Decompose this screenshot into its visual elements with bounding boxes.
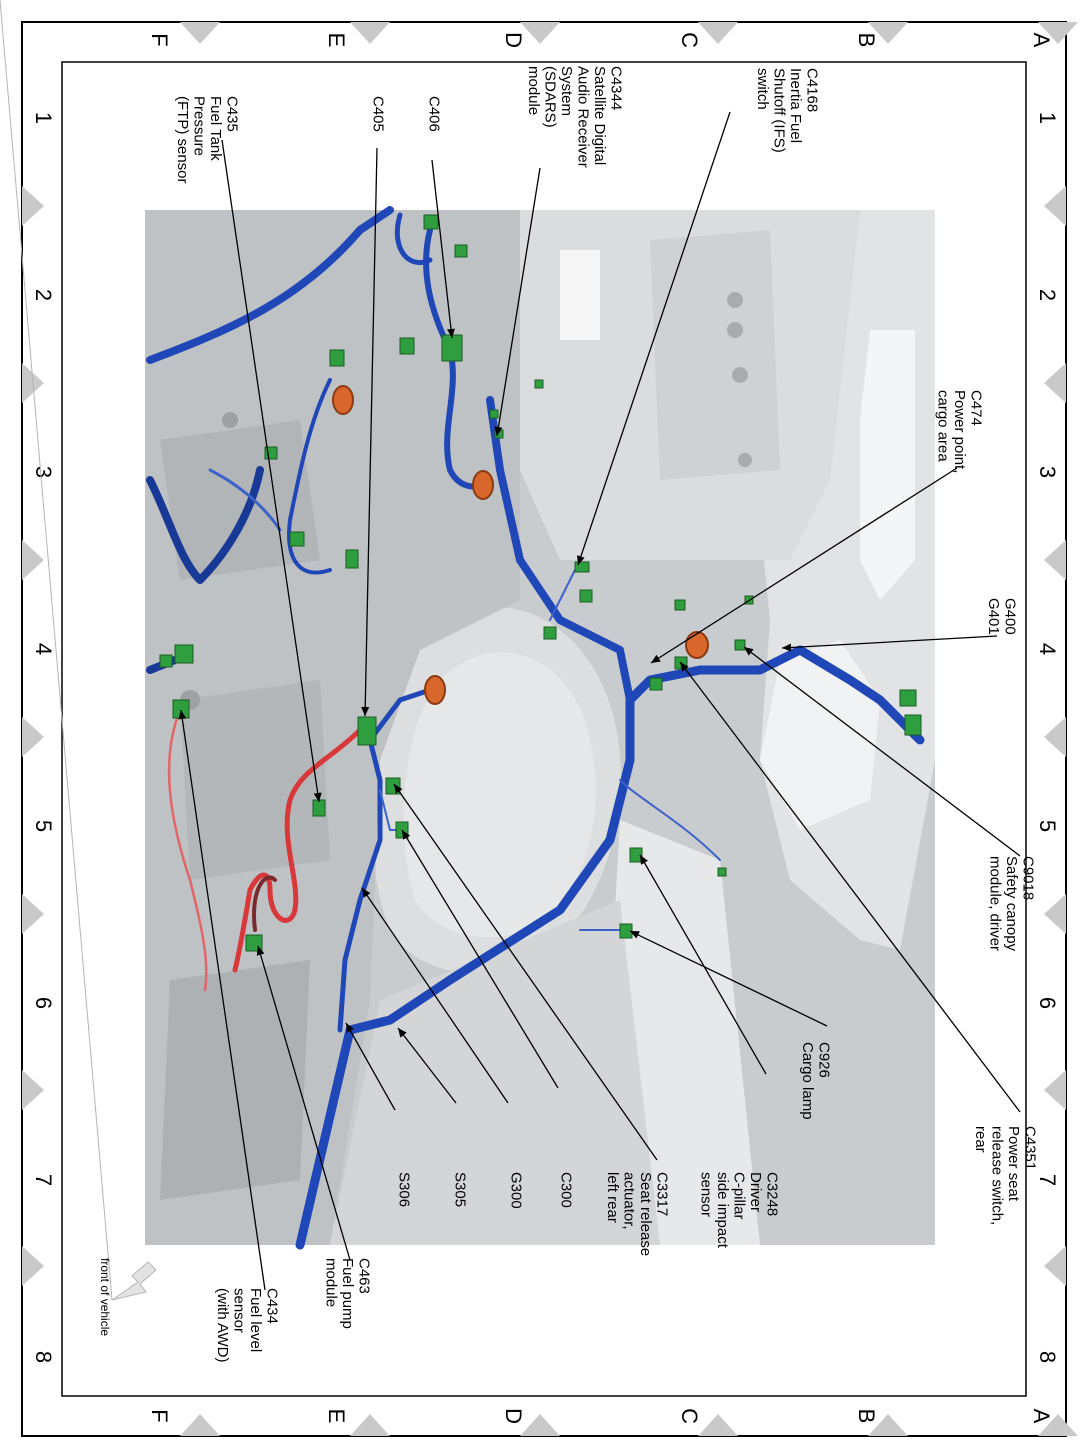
grid-row-label-bottom: A — [1029, 1408, 1055, 1424]
grid-col-label-right: 2 — [1035, 288, 1061, 302]
callout-id: S306 — [395, 1172, 413, 1208]
grid-row-label-top: C — [677, 32, 703, 48]
grid-row-label-top: F — [147, 33, 173, 47]
callout-description: Shutoff (IFS) — [770, 68, 788, 153]
callout-id: C4168 — [803, 68, 821, 113]
grid-row-label-top: E — [324, 32, 350, 48]
callout-description: Cargo lamp — [799, 1042, 817, 1120]
callout-description: Power seat — [1005, 1126, 1023, 1202]
callout-description: (SDARS) — [541, 66, 559, 128]
callout-description: (FTP) sensor — [174, 96, 192, 184]
callout-description: actuator, — [620, 1172, 638, 1230]
callout-description: switch — [754, 68, 772, 110]
callout-id: C405 — [369, 96, 387, 132]
callout-c406 — [426, 96, 443, 132]
callout-s306 — [396, 1172, 413, 1207]
callout-id: C9018 — [1019, 856, 1037, 901]
callout-id: G300 — [507, 1172, 525, 1209]
callout-id: C4351 — [1021, 1126, 1039, 1171]
callout-description: cargo area — [934, 390, 952, 462]
front-of-vehicle-label: front of vehicle — [98, 1258, 112, 1337]
callout-description: module — [525, 66, 543, 116]
grid-col-label-right: 5 — [1035, 819, 1061, 833]
grid-col-label-left: 1 — [31, 111, 57, 125]
grid-row-label-bottom: C — [677, 1408, 703, 1424]
grid-row-label-bottom: D — [501, 1408, 527, 1424]
callout-c405 — [370, 96, 387, 132]
grid-col-label-left: 8 — [31, 1350, 57, 1364]
callout-c300 — [558, 1172, 575, 1208]
callout-id: G400 — [1001, 598, 1019, 635]
callout-description: Seat release — [637, 1172, 655, 1257]
callout-id: C3317 — [653, 1172, 671, 1217]
callout-description: Driver — [747, 1172, 765, 1212]
grid-col-label-left: 6 — [31, 996, 57, 1010]
callout-id: C4344 — [607, 66, 625, 111]
grid-col-label-left: 4 — [31, 642, 57, 656]
callout-description: Audio Receiver — [574, 66, 592, 168]
grid-col-label-right: 7 — [1035, 1173, 1061, 1187]
callout-description: (with AWD) — [214, 1288, 232, 1363]
callout-description: G401 — [985, 598, 1003, 635]
grid-row-label-bottom: E — [324, 1408, 350, 1424]
grid-col-label-right: 4 — [1035, 642, 1061, 656]
callout-g400 — [985, 598, 1019, 635]
callout-id: S305 — [451, 1172, 469, 1208]
callout-description: module, driver — [986, 856, 1004, 952]
callout-description: Fuel level — [247, 1288, 265, 1353]
callout-description: System — [558, 66, 576, 117]
callout-description: side impact — [714, 1172, 732, 1248]
callout-description: rear — [972, 1126, 990, 1153]
callout-description: Safety canopy — [1003, 856, 1021, 952]
callout-description: Satellite Digital — [591, 66, 609, 166]
grid-col-label-left: 3 — [31, 465, 57, 479]
callout-id: C3248 — [763, 1172, 781, 1217]
callout-s305 — [452, 1172, 469, 1207]
grid-row-label-bottom: B — [854, 1408, 880, 1424]
callout-description: release switch, — [988, 1126, 1006, 1226]
callout-id: C463 — [355, 1258, 373, 1294]
grid-col-label-left: 2 — [31, 288, 57, 302]
grid-col-label-left: 5 — [31, 819, 57, 833]
callout-description: sensor — [697, 1172, 715, 1218]
callout-description: Fuel Tank — [207, 96, 225, 161]
grid-row-label-top: A — [1029, 32, 1055, 48]
grid-row-label-top: D — [501, 32, 527, 48]
callout-id: C434 — [263, 1288, 281, 1324]
grid-row-label-top: B — [854, 32, 880, 48]
grid-col-label-right: 6 — [1035, 996, 1061, 1010]
grid-col-label-right: 8 — [1035, 1350, 1061, 1364]
callout-description: Pressure — [190, 96, 208, 157]
callout-id: C474 — [967, 390, 985, 426]
callout-description: C-pillar — [730, 1172, 748, 1220]
callout-id: C300 — [557, 1172, 575, 1208]
grid-row-label-bottom: F — [147, 1409, 173, 1423]
callout-description: Inertia Fuel — [787, 68, 805, 144]
callout-g300 — [508, 1172, 525, 1209]
grid-col-label-left: 7 — [31, 1173, 57, 1187]
callout-description: Fuel pump — [339, 1258, 357, 1329]
callout-description: Power point, — [951, 390, 969, 474]
grid-col-label-right: 1 — [1035, 111, 1061, 125]
callout-description: left rear — [604, 1172, 622, 1223]
callout-id: C926 — [815, 1042, 833, 1078]
callout-description: module — [322, 1258, 340, 1308]
callout-id: C435 — [223, 96, 241, 132]
callout-id: C406 — [425, 96, 443, 132]
grid-col-label-right: 3 — [1035, 465, 1061, 479]
callout-description: sensor — [230, 1288, 248, 1334]
